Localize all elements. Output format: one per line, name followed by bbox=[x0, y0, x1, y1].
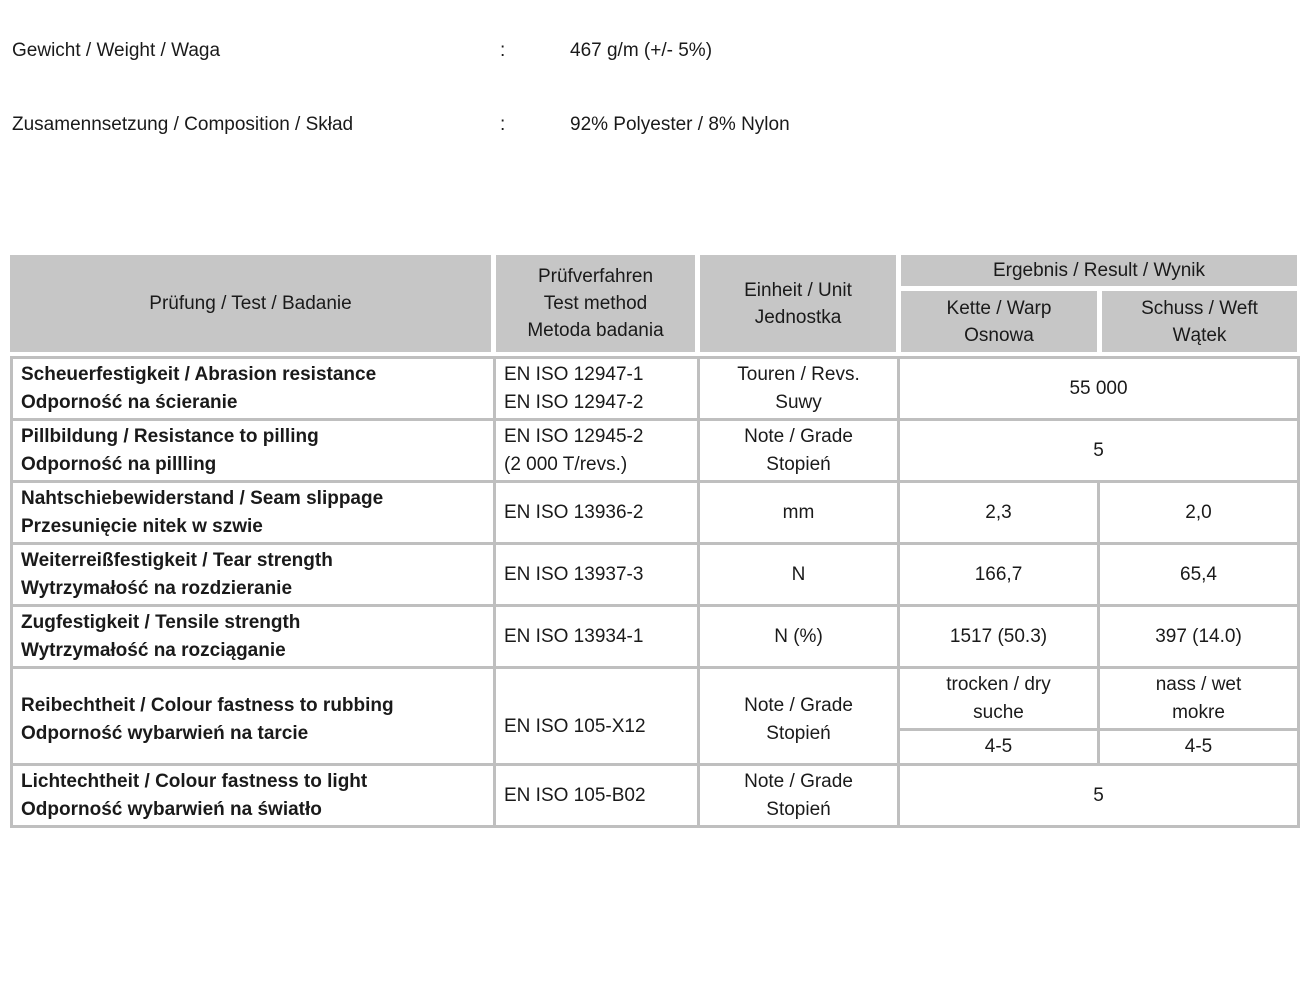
unit-cell: N (%) bbox=[699, 606, 899, 668]
column-header-test: Prüfung / Test / Badanie bbox=[10, 255, 491, 352]
header-line: Test method bbox=[543, 293, 648, 314]
table-body bbox=[10, 356, 1300, 828]
unit-cell bbox=[699, 358, 899, 420]
result-warp-cell: 2,3 bbox=[899, 482, 1099, 544]
test-name-cell bbox=[12, 668, 495, 765]
test-method-line: EN ISO 12947-2 bbox=[504, 391, 644, 413]
test-name-line: Odporność na pillling bbox=[21, 453, 217, 475]
header-line: Osnowa bbox=[964, 324, 1034, 346]
result-weft-grade-cell: 4-5 bbox=[1099, 730, 1299, 765]
test-name-cell bbox=[12, 544, 495, 606]
unit-line: Stopień bbox=[766, 453, 831, 475]
result-merged-cell: 5 bbox=[899, 765, 1299, 827]
info-value-weight: 467 g/m (+/- 5%) bbox=[570, 40, 713, 61]
result-warp-cell: 166,7 bbox=[899, 544, 1099, 606]
result-weft-condition-cell bbox=[1099, 668, 1299, 730]
unit-line: Note / Grade bbox=[744, 770, 853, 792]
test-name-line: Lichtechtheit / Colour fastness to light bbox=[21, 770, 368, 792]
condition-line: mokre bbox=[1172, 701, 1225, 723]
table-row-tear-strength bbox=[12, 544, 1299, 606]
info-label-weight: Gewicht / Weight / Waga bbox=[12, 40, 221, 61]
header-line: Metoda badania bbox=[527, 320, 664, 341]
result-weft-cell: 65,4 bbox=[1099, 544, 1299, 606]
unit-cell: mm bbox=[699, 482, 899, 544]
unit-line: Touren / Revs. bbox=[737, 363, 860, 385]
test-method-cell: EN ISO 105-B02 bbox=[495, 765, 699, 827]
table-row-tensile-strength bbox=[12, 606, 1299, 668]
test-name-cell bbox=[12, 765, 495, 827]
result-warp-condition-cell bbox=[899, 668, 1099, 730]
header-line: Schuss / Weft bbox=[1141, 297, 1258, 319]
test-method-cell: EN ISO 13934-1 bbox=[495, 606, 699, 668]
info-value-composition: 92% Polyester / 8% Nylon bbox=[570, 114, 790, 135]
test-name-line: Zugfestigkeit / Tensile strength bbox=[21, 611, 301, 633]
info-colon: : bbox=[500, 40, 506, 61]
condition-line: suche bbox=[973, 701, 1024, 723]
test-method-cell: EN ISO 13937-3 bbox=[495, 544, 699, 606]
info-colon: : bbox=[500, 114, 506, 135]
unit-line: Suwy bbox=[775, 391, 822, 413]
result-warp-cell: 1517 (50.3) bbox=[899, 606, 1099, 668]
test-method-line: EN ISO 12947-1 bbox=[504, 363, 644, 385]
info-row-weight bbox=[12, 39, 712, 63]
table-row-pilling bbox=[12, 420, 1299, 482]
column-header-method bbox=[496, 255, 695, 352]
test-method-cell: EN ISO 13936-2 bbox=[495, 482, 699, 544]
header-line: Prüfverfahren bbox=[537, 266, 654, 287]
result-weft-cell: 2,0 bbox=[1099, 482, 1299, 544]
unit-cell: N bbox=[699, 544, 899, 606]
condition-line: trocken / dry bbox=[946, 673, 1051, 695]
test-name-line: Przesunięcie nitek w szwie bbox=[21, 515, 263, 537]
result-warp-grade-cell: 4-5 bbox=[899, 730, 1099, 765]
test-name-line: Scheuerfestigkeit / Abrasion resistance bbox=[21, 363, 377, 385]
column-header-result: Ergebnis / Result / Wynik bbox=[901, 255, 1297, 286]
test-name-cell bbox=[12, 420, 495, 482]
test-name-line: Pillbildung / Resistance to pilling bbox=[21, 425, 319, 447]
test-name-line: Reibechtheit / Colour fastness to rubbing bbox=[21, 695, 394, 716]
header-line: Wątek bbox=[1172, 324, 1227, 346]
info-label-composition: Zusamennsetzung / Composition / Skład bbox=[12, 114, 354, 135]
test-method-line: EN ISO 105-X12 bbox=[504, 716, 646, 737]
unit-cell bbox=[699, 765, 899, 827]
test-name-cell bbox=[12, 482, 495, 544]
test-name-line: Odporność wybarwień na tarcie bbox=[21, 723, 309, 744]
unit-line: Note / Grade bbox=[744, 695, 853, 716]
header-line: Jednostka bbox=[754, 306, 842, 328]
test-name-line: Weiterreißfestigkeit / Tear strength bbox=[21, 549, 333, 571]
table-header bbox=[10, 255, 1297, 352]
info-row-composition bbox=[12, 113, 790, 137]
test-results-table bbox=[10, 255, 1297, 828]
header-line: Einheit / Unit bbox=[744, 279, 852, 301]
result-merged-cell: 55 000 bbox=[899, 358, 1299, 420]
unit-cell bbox=[699, 420, 899, 482]
test-name-cell bbox=[12, 606, 495, 668]
test-name-line: Odporność wybarwień na światło bbox=[21, 798, 322, 820]
result-weft-cell: 397 (14.0) bbox=[1099, 606, 1299, 668]
result-merged-cell: 5 bbox=[899, 420, 1299, 482]
test-name-line: Wytrzymałość na rozciąganie bbox=[21, 639, 286, 661]
column-header-unit bbox=[700, 255, 896, 352]
unit-line: Note / Grade bbox=[744, 425, 853, 447]
test-name-line: Wytrzymałość na rozdzieranie bbox=[21, 577, 293, 599]
test-name-line: Nahtschiebewiderstand / Seam slippage bbox=[21, 487, 384, 509]
table-row-light-fastness bbox=[12, 765, 1299, 827]
test-name-line: Odporność na ścieranie bbox=[21, 391, 238, 413]
test-method-line: (2 000 T/revs.) bbox=[504, 453, 628, 475]
unit-line: Stopień bbox=[766, 798, 831, 820]
column-header-warp bbox=[901, 291, 1097, 352]
table-row-seam-slippage bbox=[12, 482, 1299, 544]
condition-line: nass / wet bbox=[1155, 673, 1242, 695]
table-row-abrasion bbox=[12, 358, 1299, 420]
test-name-cell bbox=[12, 358, 495, 420]
table-row-rubbing-fastness bbox=[12, 668, 1299, 730]
test-method-line: EN ISO 12945-2 bbox=[504, 425, 644, 447]
test-method-cell bbox=[495, 668, 699, 765]
column-header-weft bbox=[1102, 291, 1297, 352]
test-method-cell bbox=[495, 358, 699, 420]
unit-line: Stopień bbox=[766, 723, 831, 744]
header-line: Kette / Warp bbox=[946, 297, 1052, 319]
unit-cell bbox=[699, 668, 899, 765]
test-method-cell bbox=[495, 420, 699, 482]
